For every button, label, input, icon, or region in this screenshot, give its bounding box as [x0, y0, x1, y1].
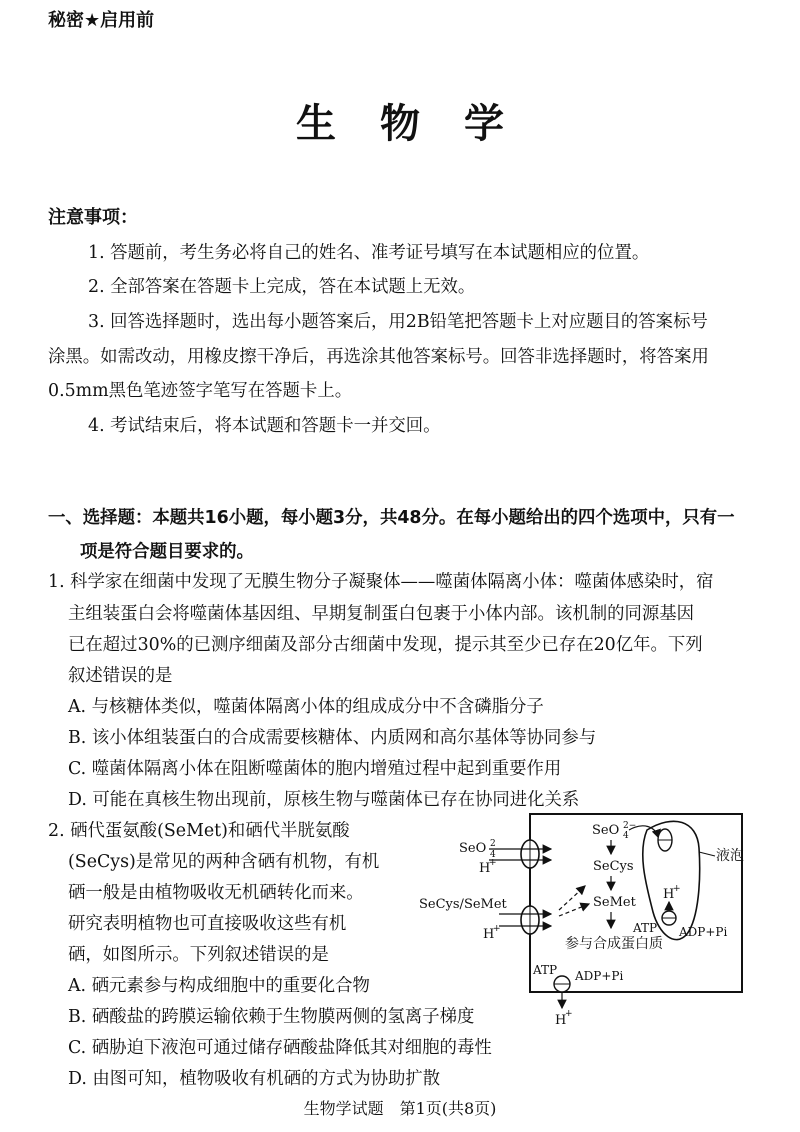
q2-option-c: C. 硒胁迫下液泡可通过储存硒酸盐降低其对细胞的毒性 [68, 1038, 492, 1058]
q2-stem-4: 研究表明植物也可直接吸收这些有机 [68, 914, 347, 934]
dashed-arrow-to-semet [559, 904, 589, 916]
h-vacuole-label: H [663, 887, 675, 902]
q1-option-c: C. 噬菌体隔离小体在阻断噬菌体的胞内增殖过程中起到重要作用 [68, 759, 562, 779]
notice-line-1: 1. 答题前，考生务必将自己的姓名、准考证号填写在本试题相应的位置。 [88, 243, 650, 263]
cell-membrane [530, 814, 742, 992]
notice-line-4: 涂黑。如需改动，用橡皮擦干净后，再选涂其他答案标号。回答非选择题时，将答案用 [48, 347, 709, 367]
q2-option-d: D. 由图可知，植物吸收有机硒的方式为协助扩散 [68, 1069, 441, 1089]
vacuole-label: 液泡 [716, 848, 744, 864]
adp-vacuole-label: ADP+Pi [679, 925, 728, 939]
secys-semet-outside-label: SeCys/SeMet [419, 897, 507, 912]
dashed-arrow-to-secys [559, 886, 585, 910]
seo4-outside-sup: 2 [490, 839, 496, 849]
q1-option-d: D. 可能在真核生物出现前，原核生物与噬菌体已存在协同进化关系 [68, 790, 580, 810]
h-membrane-out-sup: + [565, 1009, 573, 1019]
h-outside-top-sup: + [489, 858, 497, 868]
adp-membrane-label: ADP+Pi [575, 969, 624, 983]
section-heading-line-1: 一、选择题：本题共16小题，每小题3分，共48分。在每小题给出的四个选项中，只有一 [48, 508, 735, 528]
q1-option-b: B. 该小体组装蛋白的合成需要核糖体、内质网和高尔基体等协同参与 [68, 728, 597, 748]
section-heading-line-2: 项是符合题目要求的。 [80, 542, 254, 562]
notice-heading: 注意事项： [48, 207, 138, 228]
semet-label: SeMet [593, 895, 636, 910]
q1-option-a: A. 与核糖体类似，噬菌体隔离小体的组成成分中不含磷脂分子 [68, 697, 544, 717]
seo4-outside-sub: 4 [490, 850, 496, 860]
protein-synthesis-label: 参与合成蛋白质 [565, 936, 663, 952]
h-outside-top-label: H [479, 861, 491, 876]
notice-line-5: 0.5mm黑色笔迹签字笔写在答题卡上。 [48, 381, 353, 401]
seo4-inside-sub: 4 [623, 831, 629, 841]
notice-line-6: 4. 考试结束后，将本试题和答题卡一并交回。 [88, 416, 441, 436]
arrow-seo4-to-vacuole [629, 826, 659, 838]
notice-line-3: 3. 回答选择题时，选出每小题答案后，用2B铅笔把答题卡上对应题目的答案标号 [88, 312, 708, 332]
atp-vacuole-label: ATP [633, 921, 658, 935]
notice-line-2: 2. 全部答案在答题卡上完成，答在本试题上无效。 [88, 277, 476, 297]
seo4-inside-label: SeO [592, 823, 620, 838]
h-outside-bottom-label: H [483, 927, 495, 942]
selenium-uptake-diagram [415, 808, 760, 1030]
h-membrane-out-label: H [555, 1013, 567, 1028]
h-vacuole-sup: + [673, 884, 681, 894]
q2-stem-3: 硒一般是由植物吸收无机硒转化而来。 [68, 883, 364, 903]
atp-membrane-label: ATP [533, 963, 558, 977]
q1-stem-2: 主组装蛋白会将噬菌体基因组、早期复制蛋白包裹于小体内部。该机制的同源基因 [68, 604, 695, 624]
seo4-inside-sup: 2− [623, 821, 637, 831]
q1-stem-4: 叙述错误的是 [68, 666, 173, 686]
page-title: 生物学 [296, 100, 548, 147]
h-outside-bottom-sup: + [493, 924, 501, 934]
confidential-label: 秘密★启用前 [48, 10, 155, 31]
secys-label: SeCys [593, 859, 634, 874]
vacuole-pointer [699, 852, 715, 856]
page-footer: 生物学试题 第1页(共8页) [303, 1099, 497, 1118]
q1-stem-3: 已在超过30%的已测序细菌及部分古细菌中发现，提示其至少已存在20亿年。下列 [68, 635, 703, 655]
q1-stem-1: 1. 科学家在细菌中发现了无膜生物分子凝聚体——噬菌体隔离小体：噬菌体感染时，宿 [48, 572, 714, 592]
seo4-outside-label: SeO [459, 841, 487, 856]
q2-option-b: B. 硒酸盐的跨膜运输依赖于生物膜两侧的氢离子梯度 [68, 1007, 475, 1027]
q2-stem-2: (SeCys)是常见的两种含硒有机物，有机 [68, 852, 380, 872]
q2-stem-1: 2. 硒代蛋氨酸(SeMet)和硒代半胱氨酸 [48, 821, 350, 841]
q2-option-a: A. 硒元素参与构成细胞中的重要化合物 [68, 976, 370, 996]
q2-stem-5: 硒，如图所示。下列叙述错误的是 [68, 945, 329, 965]
